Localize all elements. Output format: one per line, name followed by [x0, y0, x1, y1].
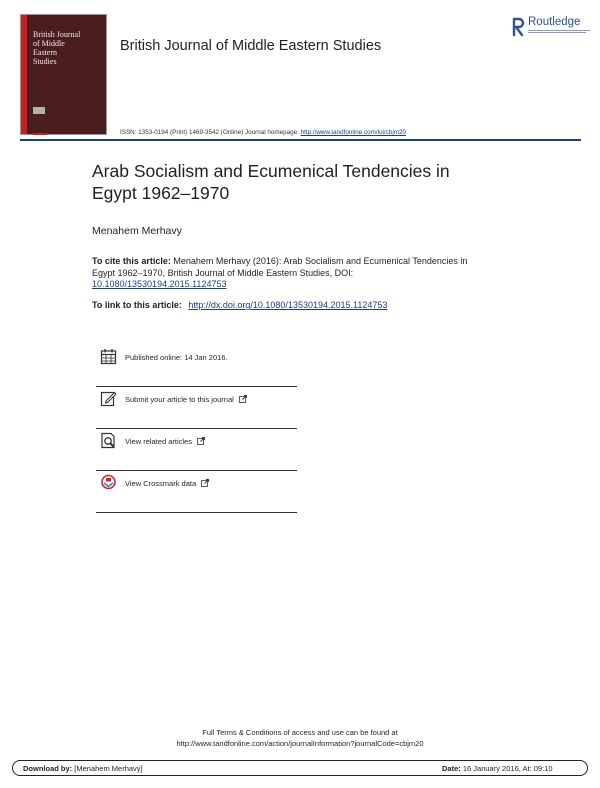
header-rule	[20, 139, 581, 141]
downloaded-by-label: Download by:	[23, 764, 73, 773]
publisher-tagline	[528, 30, 590, 31]
cover-logo	[33, 107, 45, 114]
issn-line	[120, 129, 406, 136]
cover-title: British Journal of Middle Eastern Studies	[33, 30, 81, 66]
published-online-text: Published online: 14 Jan 2016.	[125, 353, 228, 362]
journal-title: British Journal of Middle Eastern Studies	[120, 38, 382, 54]
download-date	[442, 764, 553, 773]
downloaded-by-value: [Menahem Merhavy]	[74, 764, 143, 773]
journal-cover	[20, 14, 107, 135]
article-link-label: To link to this article:	[92, 300, 182, 310]
citation-doi-link[interactable]: 10.1080/13530194.2015.1124753	[92, 279, 227, 289]
article-actions	[96, 345, 297, 513]
publisher-logo	[512, 17, 592, 39]
crossmark-icon	[100, 474, 117, 491]
publisher-tagline-2	[528, 32, 586, 33]
terms-url[interactable]: http://www.tandfonline.com/action/journalInformation?journalCode=cbjm20	[176, 739, 424, 748]
terms-note	[0, 727, 600, 749]
crossmark-text: View Crossmark data	[125, 479, 197, 488]
cover-strip	[21, 15, 27, 134]
cover-foot-mark	[33, 133, 47, 135]
issn-text: ISSN: 1353-0194 (Print) 1469-3542 (Online) Journal homepage:	[120, 129, 299, 136]
download-info-bar	[12, 760, 588, 776]
terms-line-1: Full Terms & Conditions of access and use can be found at	[202, 728, 398, 737]
downloaded-by	[23, 764, 143, 773]
article-title: Arab Socialism and Ecumenical Tendencies in Egypt 1962–1970	[92, 161, 450, 203]
submit-article-text: Submit your article to this journal	[125, 395, 234, 404]
citation-text: Menahem Merhavy (2016): Arab Socialism and Ecumenical Tendencies in Egypt 1962–1970, British Journal of Middle Eastern Studies, DOI:	[92, 256, 468, 278]
journal-homepage-link[interactable]: http://www.tandfonline.com/loi/cbjm20	[300, 129, 406, 136]
crossmark-link[interactable]	[96, 471, 297, 512]
external-link-icon	[239, 395, 247, 403]
external-link-icon	[197, 437, 205, 445]
download-date-value: 16 January 2016, At: 09:10	[462, 764, 553, 773]
edit-icon	[100, 390, 117, 407]
citation-block	[92, 256, 472, 291]
publisher-name: Routledge	[528, 16, 581, 28]
routledge-icon	[512, 17, 525, 37]
action-separator	[96, 512, 297, 513]
external-link-icon	[201, 479, 209, 487]
published-online-item	[96, 345, 297, 386]
article-link-url[interactable]: http://dx.doi.org/10.1080/13530194.2015.1124753	[188, 300, 388, 310]
citation-label: To cite this article:	[92, 256, 171, 266]
download-date-label: Date:	[442, 764, 461, 773]
related-articles-text: View related articles	[125, 437, 192, 446]
article-author: Menahem Merhavy	[92, 225, 182, 237]
article-link-line	[92, 300, 387, 310]
calendar-icon	[100, 348, 117, 365]
search-document-icon	[100, 432, 117, 449]
related-articles-link[interactable]	[96, 429, 297, 470]
submit-article-link[interactable]	[96, 387, 297, 428]
